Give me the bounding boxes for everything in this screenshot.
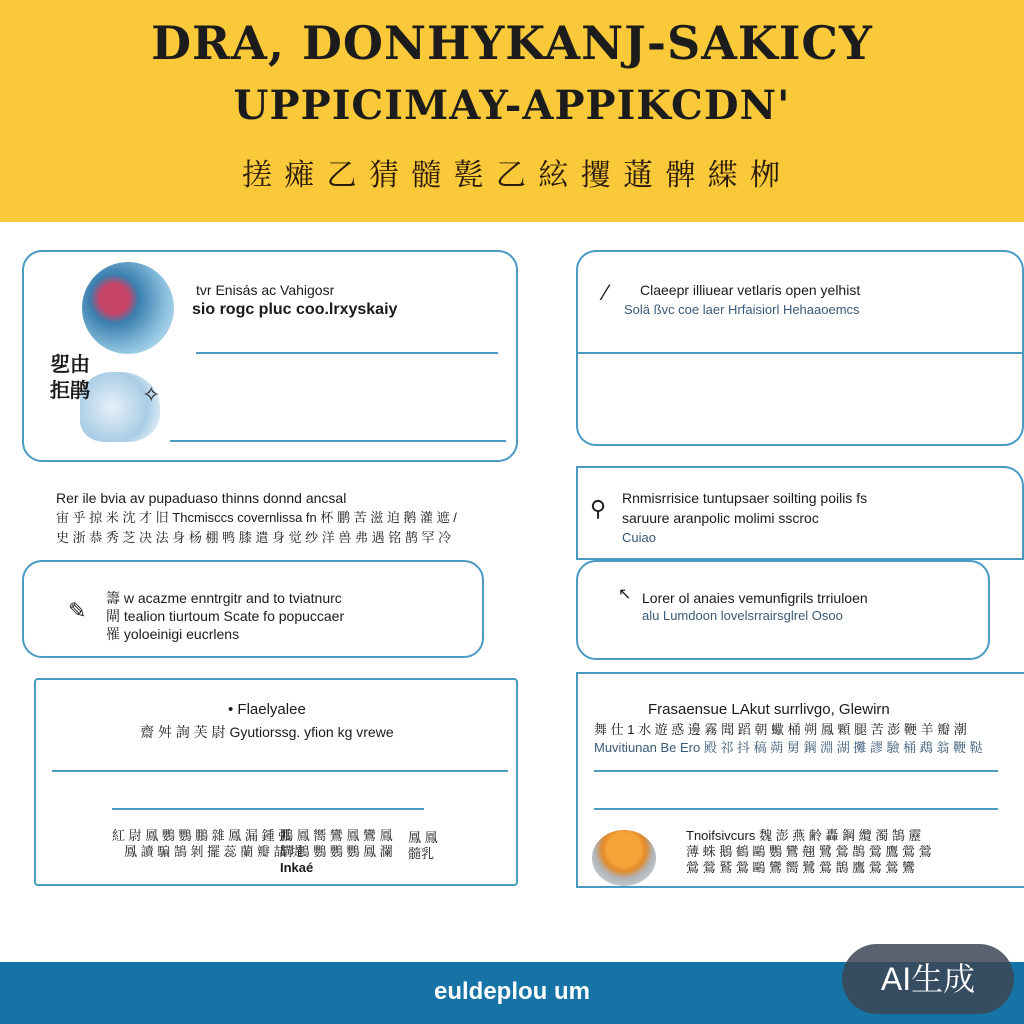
card-left-bottom-col3-line1: 鳳 鳳 bbox=[408, 830, 438, 845]
card-left-low-line2: 齋 舛 詢 芙 尉 Gyutiorssg. yfion kg vrewe bbox=[140, 724, 394, 740]
card-left-mid-line1: Rer ile bvia av pupaduaso thinns donnd ancsal bbox=[56, 490, 347, 506]
divider bbox=[594, 770, 998, 772]
card-left-top-line1: tvr Enisás ac Vahigosr bbox=[196, 282, 335, 298]
pen-icon: ⁄ bbox=[604, 280, 608, 305]
arrow-icon: ↖ bbox=[618, 586, 632, 603]
divider bbox=[112, 808, 424, 810]
card-left-mid-line3: 史 浙 恭 秀 芝 决 法 身 杨 棚 鸭 膝 遣 身 觉 纱 洋 兽 弗 遇 铭 鹊 罕 冷 bbox=[56, 530, 452, 545]
card-left-low-line1: • Flaelyalee bbox=[228, 701, 306, 718]
divider bbox=[196, 352, 498, 354]
card-left-bottom-col3-line2: 髓乳 bbox=[408, 846, 435, 861]
card-left-mid-line2: 宙 乎 掠 米 沈 才 旧 Thcmisccs covernlissa fn 杯 鹏 苦 滋 迫 鹅 灌 遮 / bbox=[56, 510, 457, 525]
card-left-bottom-col2-line2: 購 鶴 鸚 鸚 鸚 鳳 瀾 bbox=[280, 844, 393, 859]
card-right-bottom-line1: Tnoifsivcurs 魏 澎 燕 齢 轟 鋼 纜 濁 鵠 靂 bbox=[686, 828, 922, 843]
ai-generated-badge: AI生成 bbox=[842, 944, 1014, 1014]
card-left-box-line3: 罹 yoloeinigi eucrlens bbox=[106, 626, 240, 642]
card-right-low-line3: Muvitiunan Be Ero 殿 祁 抖 稿 蒴 舅 鋼 淵 湖 攤 謬 驗 桶 鵡 翁 鞭 鞑 bbox=[594, 740, 983, 755]
divider bbox=[594, 808, 998, 810]
tool-icon: ⚲ bbox=[590, 496, 607, 521]
card-left-bottom-col1-line2: 鳳 讀 騙 鵠 剝 擺 蕊 蘭 瓣 喆 堤. bbox=[124, 844, 307, 859]
card-right-bottom-line2: 薄 蛛 鵝 鶴 鷗 鸚 鸞 翹 鷺 鶯 鵲 鶯 鷹 鶯 鶯 bbox=[686, 844, 932, 859]
card-right-top-line2: Solä ßvc coe laer Hrfaisiorl Hehaaoemcs bbox=[624, 302, 860, 317]
footer-link[interactable]: euldeplou um bbox=[434, 978, 590, 1005]
card-left-box-line1: 籌 w acazme enntrgitr and to tviatnurc bbox=[106, 590, 342, 606]
divider bbox=[576, 352, 1022, 354]
page-title-line1: DRA, DONHYKANJ-SAKICY bbox=[151, 16, 873, 70]
card-left-box-line2: 閘 tealion tiurtoum Scate fo popuccaer bbox=[106, 608, 345, 624]
card-right-box-line1: Lorer ol anaies vemunfigrils trriuloen bbox=[642, 590, 868, 606]
card-left-bottom-col1-line1: 紅 尉 鳳 鸚 鸚 鵬 雜 鳳 漏 鍾 弧 bbox=[112, 828, 292, 843]
card-left-top-line2: sio rogc pluc coo.lrxyskaiy bbox=[192, 301, 398, 318]
card-right-mid-line1: Rnmisrrisice tuntupsaer soilting poilis fs bbox=[622, 490, 868, 506]
page-subtitle: 搓 瘫 乙 猜 髓 甏 乙 絃 攫 蓪 髀 緤 栁 bbox=[241, 159, 783, 192]
avatar-icon bbox=[82, 262, 174, 354]
card-right-mid-line3: Cuiao bbox=[622, 530, 656, 545]
card-right-bottom-line3: 鶯 鶯 鷲 鶯 鷗 鸞 嚮 鷺 鶯 鵲 鷹 鶯 鶯 鸞 bbox=[686, 860, 915, 875]
card-right-low-line1: Frasaensue LAkut surrlivgo, Glewirn bbox=[648, 701, 890, 718]
divider bbox=[52, 770, 508, 772]
card-left-top-label: 乮由 拒鹃 bbox=[50, 354, 90, 402]
card-left-bottom-col2-line1: 鵬 鳳 嚮 鸞 鳳 鸞 鳳 bbox=[280, 828, 393, 843]
page-title-line2: UPPICIMAY-APPIKCDN' bbox=[233, 82, 791, 129]
card-right-box-line2: alu Lumdoon lovelsrrairsglrel Osoo bbox=[642, 608, 843, 623]
card-left-bottom-col2-line3: Inkaé bbox=[280, 860, 314, 875]
pen-icon: ✎ bbox=[68, 598, 87, 623]
card-right-top-line1: Claeepr illiuear vetlaris open yelhist bbox=[640, 282, 861, 298]
orange-avatar-icon bbox=[592, 830, 656, 886]
card-right-mid-line2: saruure aranpolic molimi sscroc bbox=[622, 510, 819, 526]
divider bbox=[170, 440, 506, 442]
card-right-low-line2: 舞 仕 1 水 遊 惑 邊 霧 聞 蹈 朝 蠍 桶 朔 鳳 顆 腿 苦 澎 鞭 羊 瓣 潮 bbox=[594, 722, 967, 737]
arrow-icon: ✧ bbox=[142, 382, 161, 407]
